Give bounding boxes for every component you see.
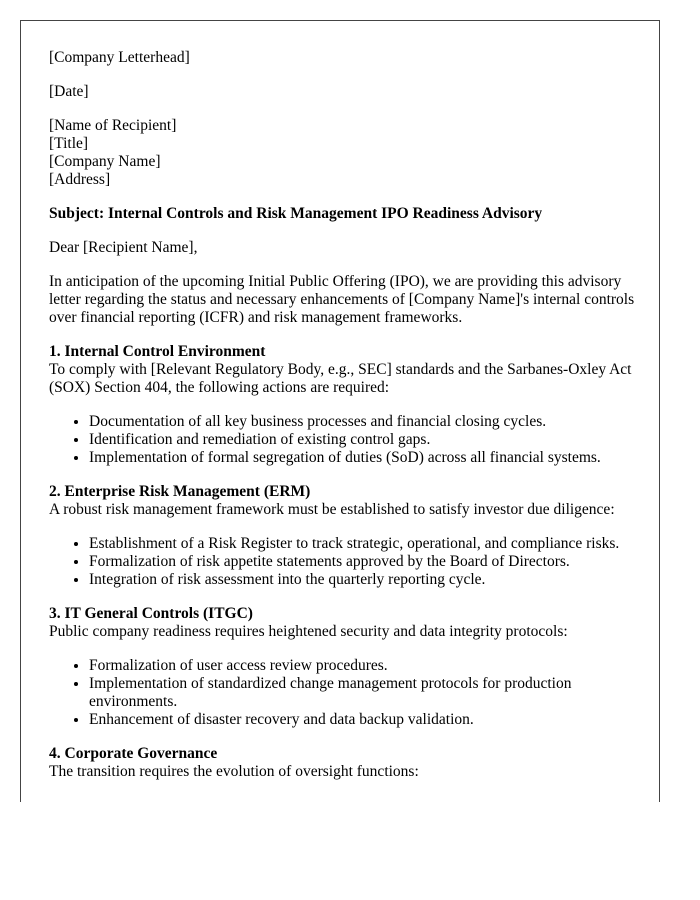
letter-content xyxy=(49,49,639,781)
section-text: The transition requires the evolution of oversight functions: xyxy=(49,763,419,780)
bullet-list xyxy=(49,413,639,467)
recipient-company: [Company Name] xyxy=(49,153,161,170)
list-item: • Establishment of a Risk Register to track strategic, operational, and compliance risks. xyxy=(89,535,639,553)
list-item: • Implementation of standardized change management protocols for production environments. xyxy=(89,675,639,711)
recipient-name: [Name of Recipient] xyxy=(49,117,177,134)
section-text: To comply with [Relevant Regulatory Body, e.g., SEC] standards and the Sarbanes-Oxley Act (SOX) Section 404, the following actions are required: xyxy=(49,361,632,396)
section-heading: 3. IT General Controls (ITGC) xyxy=(49,605,253,622)
section-text: Public company readiness requires heightened security and data integrity protocols: xyxy=(49,623,568,640)
letter-date: [Date] xyxy=(49,83,89,100)
list-item: • Enhancement of disaster recovery and data backup validation. xyxy=(89,711,639,729)
list-item: • Integration of risk assessment into the quarterly reporting cycle. xyxy=(89,571,639,589)
company-letterhead: [Company Letterhead] xyxy=(49,49,190,66)
section-heading: 2. Enterprise Risk Management (ERM) xyxy=(49,483,311,500)
recipient-block xyxy=(49,117,639,189)
section-heading: 4. Corporate Governance xyxy=(49,745,218,762)
letter-subject: Subject: Internal Controls and Risk Management IPO Readiness Advisory xyxy=(49,205,543,222)
section-heading: 1. Internal Control Environment xyxy=(49,343,266,360)
salutation: Dear [Recipient Name], xyxy=(49,239,198,256)
list-item: • Formalization of risk appetite statements approved by the Board of Directors. xyxy=(89,553,639,571)
list-item: • Implementation of formal segregation of duties (SoD) across all financial systems. xyxy=(89,449,639,467)
list-item: • Documentation of all key business processes and financial closing cycles. xyxy=(89,413,639,431)
section-internal-control xyxy=(49,343,639,467)
bullet-list xyxy=(49,535,639,589)
recipient-address: [Address] xyxy=(49,171,111,188)
intro-paragraph: In anticipation of the upcoming Initial Public Offering (IPO), we are providing this advisory letter regarding the status and necessary enhancements of [Company Name]'s internal controls over financial reporting (ICFR) and risk management frameworks. xyxy=(49,273,635,326)
bullet-list xyxy=(49,657,639,729)
section-itgc xyxy=(49,605,639,729)
recipient-title: [Title] xyxy=(49,135,89,152)
section-governance xyxy=(49,745,639,781)
section-erm xyxy=(49,483,639,589)
list-item: • Formalization of user access review procedures. xyxy=(89,657,639,675)
letter-page xyxy=(20,20,660,802)
section-text: A robust risk management framework must be established to satisfy investor due diligence: xyxy=(49,501,615,518)
list-item: • Identification and remediation of existing control gaps. xyxy=(89,431,639,449)
